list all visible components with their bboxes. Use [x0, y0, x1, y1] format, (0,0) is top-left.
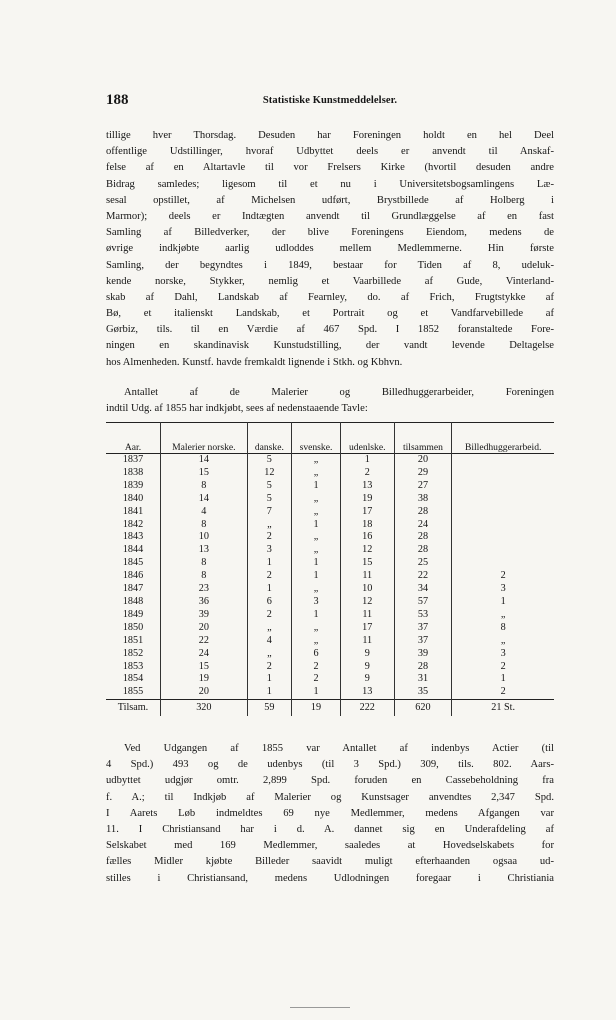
- totals-cell: 222: [340, 700, 394, 717]
- table-cell: 19: [340, 493, 394, 506]
- table-cell: [452, 531, 554, 544]
- table-row: [106, 519, 554, 532]
- table-cell: „: [292, 635, 341, 648]
- table-cell: 20: [394, 454, 452, 467]
- footer-rule: [290, 1007, 350, 1010]
- table-cell: 3: [247, 544, 291, 557]
- table-cell: 1837: [106, 454, 161, 467]
- text-line: stilles i Christiansand, medens Udlodningen foregaar i Christiania: [106, 872, 554, 884]
- table-cell: 1852: [106, 648, 161, 661]
- totals-cell: 19: [292, 700, 341, 717]
- table-cell: „: [247, 622, 291, 635]
- table-cell: 1855: [106, 686, 161, 699]
- table-cell: [452, 467, 554, 480]
- table-cell: 1: [340, 454, 394, 467]
- table-cell: 11: [340, 570, 394, 583]
- text-line: Bø, et italienskt Landskab, et Portrait og et Vandfarvebillede af: [106, 308, 554, 320]
- text-line: Ved Udgangen af 1855 var Antallet af indenbys Actier (til: [124, 743, 554, 754]
- totals-cell: 21 St.: [452, 700, 554, 717]
- table-cell: 28: [394, 531, 452, 544]
- acquisitions-table: [106, 422, 554, 716]
- table-body: [106, 454, 554, 700]
- table-row: [106, 480, 554, 493]
- table-cell: 39: [161, 609, 248, 622]
- text-line: Gørbiz, tils. til en Værdie af 467 Spd. I 1852 foranstaltede Fore-: [106, 324, 554, 336]
- table-cell: [452, 519, 554, 532]
- table-cell: „: [247, 648, 291, 661]
- table-cell: 1851: [106, 635, 161, 648]
- text-line: ningen en skandinavisk Kunstudstilling, der vandt levende Deltagelse: [106, 340, 554, 352]
- table-cell: 2: [500, 660, 506, 672]
- table-row: [106, 544, 554, 557]
- table-cell: 19: [161, 673, 248, 686]
- table-cell: 1: [292, 570, 341, 583]
- table-cell: 14: [161, 493, 248, 506]
- table-cell: „: [247, 519, 291, 532]
- table-cell: 1841: [106, 506, 161, 519]
- text-line: skab af Dahl, Landskab af Fearnley, do. af Frich, Frugtstykke af: [106, 291, 554, 303]
- table-cell: 53: [394, 609, 452, 622]
- text-line: Samling af Billedverker, der blive Foreningens Eiendom, medens de: [106, 227, 554, 239]
- header-svenske: svenske.: [292, 423, 341, 454]
- totals-cell: 59: [247, 700, 291, 717]
- text-line: 4 Spd.) 493 og de udenbys (til 3 Spd.) 309, tils. 802. Aars-: [106, 759, 554, 771]
- table-cell: 1: [247, 583, 291, 596]
- table-cell: „: [292, 531, 341, 544]
- table-cell: 39: [394, 648, 452, 661]
- text-line: øvrige indkjøbte aarlig udloddes mellem Medlemmerne. Hin første: [106, 243, 554, 255]
- table-cell: 9: [340, 661, 394, 674]
- header-tilsammen: tilsammen: [394, 423, 452, 454]
- table-cell: 5: [247, 454, 291, 467]
- table-cell: 38: [394, 493, 452, 506]
- table-cell: [452, 506, 554, 519]
- table-cell: 1844: [106, 544, 161, 557]
- table-cell: 3: [500, 647, 506, 659]
- header-billedhuggerarbeid: Billedhuggerarbeid.: [464, 442, 542, 453]
- table-row: [106, 686, 554, 699]
- table-cell: 2: [500, 570, 506, 582]
- table-row: [106, 493, 554, 506]
- table-cell: 2: [247, 531, 291, 544]
- running-head: Statistiske Kunstmeddelelser.: [262, 95, 398, 106]
- text-line: 11. I Christiansand har i d. A. dannet sig en Underafdeling af: [106, 823, 554, 835]
- table-cell: 1854: [106, 673, 161, 686]
- table-cell: 1: [292, 557, 341, 570]
- table-cell: 13: [161, 544, 248, 557]
- table-cell: 1848: [106, 596, 161, 609]
- text-line: kende norske, Stykker, nemlig et Vaarbillede af Gude, Vinterland-: [106, 275, 554, 287]
- table-cell: 9: [340, 648, 394, 661]
- table-cell: 1853: [106, 661, 161, 674]
- table-cell: „: [292, 467, 341, 480]
- table-cell: 1: [247, 557, 291, 570]
- table-cell: 24: [394, 519, 452, 532]
- table-cell: 1: [247, 673, 291, 686]
- table-row: [106, 557, 554, 570]
- table-cell: 1: [247, 686, 291, 699]
- table-cell: 4: [161, 506, 248, 519]
- table-cell: 8: [161, 557, 248, 570]
- table-cell: 1840: [106, 493, 161, 506]
- text-line: udbyttet udgjør omtr. 2,899 Spd. foruden en Cassebeholdning fra: [106, 775, 554, 787]
- header-udenlandske: udenlske.: [340, 423, 394, 454]
- table-cell: 22: [161, 635, 248, 648]
- table-row: [106, 583, 554, 596]
- text-line: offentlige Udstillinger, hvoraf Udbyttet deels er anvendt til Anskaf-: [106, 146, 554, 158]
- table-cell: „: [500, 634, 506, 646]
- table-cell: 1: [292, 686, 341, 699]
- table-cell: „: [292, 583, 341, 596]
- totals-row: [106, 700, 554, 717]
- table-cell: [452, 454, 554, 467]
- table-row: [106, 673, 554, 686]
- table-row: [106, 454, 554, 467]
- table-cell: 12: [340, 596, 394, 609]
- table-cell: 1: [500, 673, 506, 685]
- page-header: [106, 92, 554, 110]
- table-cell: 8: [500, 621, 506, 633]
- header-danske: danske.: [247, 423, 291, 454]
- text-line: sesal opstillet, af Michelsen udført, Brystbillede af Holberg i: [106, 194, 554, 206]
- table-cell: 25: [394, 557, 452, 570]
- header-aar: Aar.: [106, 423, 161, 454]
- table-row: [106, 506, 554, 519]
- table-cell: 10: [340, 583, 394, 596]
- table-cell: „: [292, 544, 341, 557]
- table-cell: „: [292, 454, 341, 467]
- totals-cell: 620: [394, 700, 452, 717]
- table-cell: 13: [340, 480, 394, 493]
- totals-cell: 320: [161, 700, 248, 717]
- table-cell: 17: [340, 506, 394, 519]
- table-cell: 5: [247, 480, 291, 493]
- table-cell: 28: [394, 506, 452, 519]
- table-cell: 28: [394, 661, 452, 674]
- text-line: hos Almenheden. Kunstf. havde fremkaldt lignende i Stkh. og Kbhvn.: [106, 356, 403, 368]
- table-cell: 3: [500, 583, 506, 595]
- table-cell: 1846: [106, 570, 161, 583]
- table-cell: „: [292, 506, 341, 519]
- table-cell: 22: [394, 570, 452, 583]
- table-cell: 11: [340, 609, 394, 622]
- table-cell: 9: [340, 673, 394, 686]
- table-cell: „: [292, 622, 341, 635]
- table-cell: 15: [161, 467, 248, 480]
- table-cell: 4: [247, 635, 291, 648]
- table-cell: [452, 557, 554, 570]
- table-header: [106, 423, 554, 454]
- header-norske: Malerier norske.: [161, 423, 248, 454]
- table-cell: 31: [394, 673, 452, 686]
- table-cell: 20: [161, 686, 248, 699]
- table-cell: 1845: [106, 557, 161, 570]
- table-cell: 1839: [106, 480, 161, 493]
- table-cell: 1: [292, 609, 341, 622]
- table-cell: 12: [247, 467, 291, 480]
- table-cell: „: [500, 608, 506, 620]
- table-cell: 2: [292, 661, 341, 674]
- table-cell: 11: [340, 635, 394, 648]
- table-cell: 57: [394, 596, 452, 609]
- table-cell: [452, 480, 554, 493]
- text-line: fælles Midler kjøbte Billeder saavidt muligt efterhaanden ogsaa ud-: [106, 856, 554, 868]
- table-cell: 1843: [106, 531, 161, 544]
- table-cell: 2: [500, 686, 506, 698]
- text-line: f. A.; til Indkjøb af Malerier og Kunstsager anvendtes 2,347 Spd.: [106, 791, 554, 803]
- table-cell: 34: [394, 583, 452, 596]
- table-cell: 1838: [106, 467, 161, 480]
- text-line: tillige hver Thorsdag. Desuden har Foreningen holdt en hel Deel: [106, 130, 554, 141]
- table-cell: 2: [340, 467, 394, 480]
- table-row: [106, 467, 554, 480]
- table-cell: 1842: [106, 519, 161, 532]
- table-cell: [452, 493, 554, 506]
- table-cell: 14: [161, 454, 248, 467]
- table-cell: [452, 544, 554, 557]
- table-cell: 12: [340, 544, 394, 557]
- table-cell: 16: [340, 531, 394, 544]
- table-cell: 5: [247, 493, 291, 506]
- text-line: Samling, der begyndtes i 1849, bestaar for Tiden af 8, udeluk-: [106, 259, 554, 271]
- table-cell: 1: [292, 480, 341, 493]
- text-line: Antallet af de Malerier og Billedhuggerarbeider, Foreningen: [124, 387, 554, 398]
- table-cell: 7: [247, 506, 291, 519]
- table-cell: 8: [161, 519, 248, 532]
- table-cell: 13: [340, 686, 394, 699]
- table-cell: 1: [292, 519, 341, 532]
- table-cell: 1: [500, 595, 506, 607]
- table-row: [106, 609, 554, 622]
- table-row: [106, 635, 554, 648]
- text-line: Bidrag samledes; ligesom til et nu i Universitetsbogsamlingens Læ-: [106, 178, 554, 190]
- table-cell: 37: [394, 622, 452, 635]
- table-cell: 2: [247, 661, 291, 674]
- paragraph-2: [106, 385, 554, 417]
- table-cell: 8: [161, 570, 248, 583]
- table-cell: 3: [292, 596, 341, 609]
- table-cell: 17: [340, 622, 394, 635]
- table-cell: 1850: [106, 622, 161, 635]
- table-cell: 20: [161, 622, 248, 635]
- table-cell: 2: [292, 673, 341, 686]
- table-row: [106, 648, 554, 661]
- table-cell: 6: [247, 596, 291, 609]
- table-row: [106, 570, 554, 583]
- table-row: [106, 661, 554, 674]
- table-cell: „: [292, 493, 341, 506]
- text-line: felse af en Altartavle til vor Frelsers Kirke (hvortil desuden andre: [106, 162, 554, 174]
- table-cell: 24: [161, 648, 248, 661]
- totals-cell: Tilsam.: [106, 700, 161, 717]
- table-cell: 35: [394, 686, 452, 699]
- table-cell: 15: [340, 557, 394, 570]
- table-cell: 2: [247, 609, 291, 622]
- table-cell: 1847: [106, 583, 161, 596]
- paragraph-1: [106, 128, 554, 371]
- table-cell: 18: [340, 519, 394, 532]
- table-cell: 2: [247, 570, 291, 583]
- table-row: [106, 622, 554, 635]
- table-cell: 27: [394, 480, 452, 493]
- table-cell: 15: [161, 661, 248, 674]
- text-line: Marmor); deels er Indtægten anvendt til Grundlæggelse af en fast: [106, 210, 554, 222]
- table-cell: 29: [394, 467, 452, 480]
- table-footer: [106, 700, 554, 717]
- paragraph-3: [106, 741, 554, 887]
- table-cell: 1849: [106, 609, 161, 622]
- table-cell: 6: [292, 648, 341, 661]
- table-row: [106, 531, 554, 544]
- table-cell: 23: [161, 583, 248, 596]
- page-number: 188: [106, 92, 129, 108]
- table-cell: 28: [394, 544, 452, 557]
- text-line: indtil Udg. af 1855 har indkjøbt, sees af nedenstaaende Tavle:: [106, 403, 368, 415]
- text-line: I Aarets Løb indmeldtes 69 nye Medlemmer, medens Afgangen var: [106, 807, 554, 819]
- table-cell: 8: [161, 480, 248, 493]
- table-cell: 37: [394, 635, 452, 648]
- text-line: Selskabet med 169 Medlemmer, saaledes at Hovedselskabets for: [106, 840, 554, 852]
- table-row: [106, 596, 554, 609]
- table-cell: 36: [161, 596, 248, 609]
- table-cell: 10: [161, 531, 248, 544]
